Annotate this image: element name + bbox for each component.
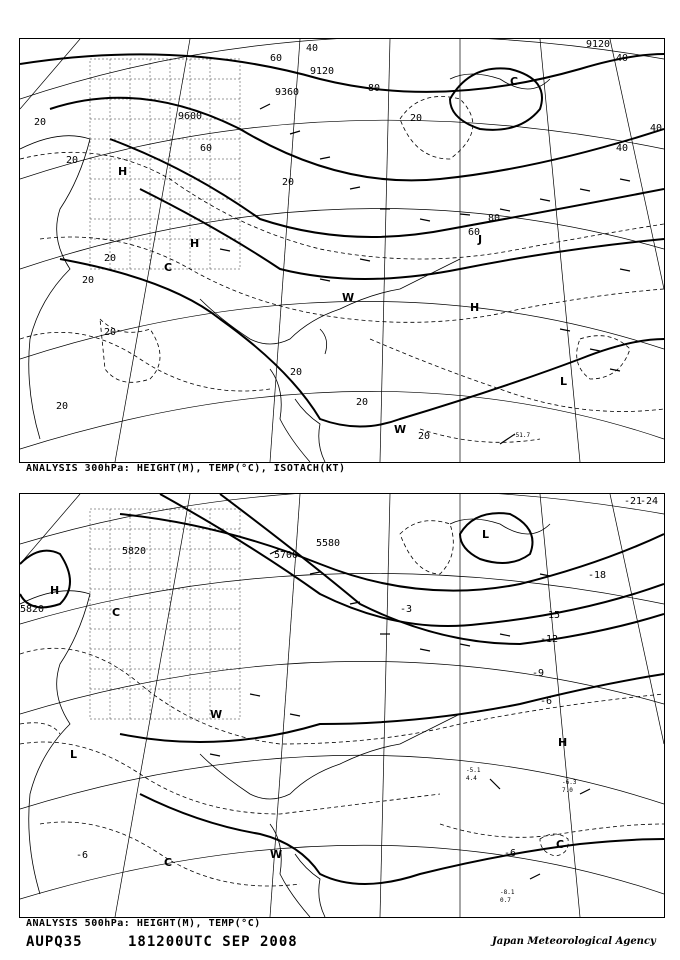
- isotach-label: 60: [270, 53, 283, 64]
- isotach-label: 20: [282, 177, 295, 188]
- pressure-center: H: [190, 237, 200, 250]
- isotach-label: 40: [616, 143, 629, 154]
- isotach-label: 20: [356, 397, 369, 408]
- valid-time: 181200UTC SEP 2008: [128, 934, 298, 950]
- pressure-center: L: [560, 375, 568, 388]
- pressure-center: C: [164, 856, 173, 869]
- grid-mask-300hpa: [90, 59, 240, 269]
- isotach-label: 20: [410, 113, 423, 124]
- temp-label: -6: [540, 696, 553, 707]
- station-value: 4.4: [466, 775, 477, 782]
- temp-label: -21: [624, 496, 643, 507]
- isotach-label: 20: [104, 327, 117, 338]
- isotach-label: 20: [418, 431, 431, 442]
- height-label: 9600: [178, 111, 203, 122]
- temp-label: -6: [504, 848, 517, 859]
- pressure-center: C: [556, 838, 565, 851]
- temp-label: -18: [588, 570, 607, 581]
- pressure-center: H: [118, 165, 128, 178]
- height-label: 5820: [20, 604, 45, 615]
- pressure-center: C: [112, 606, 121, 619]
- height-label: 5820: [122, 546, 147, 557]
- chart-300hpa: [19, 38, 665, 463]
- isotach-label: 20: [56, 401, 69, 412]
- station-value: -6.3: [562, 779, 577, 786]
- temp-label: -3: [400, 604, 413, 615]
- isotach-label: 20: [104, 253, 117, 264]
- height-label: 9120: [310, 66, 335, 77]
- isotach-label: 20: [66, 155, 79, 166]
- pressure-center: C: [510, 75, 519, 88]
- isotach-label: 20: [82, 275, 95, 286]
- pressure-center: J: [478, 233, 483, 246]
- isotach-label: 20: [290, 367, 303, 378]
- map-300hpa: [20, 39, 664, 462]
- chart-500hpa: [19, 493, 665, 918]
- station-value: 0.7: [500, 897, 511, 904]
- isotach-label: 80: [488, 213, 501, 224]
- pressure-center: L: [482, 528, 490, 541]
- station-value: 7.0: [562, 787, 573, 794]
- station-barbs-500hpa: [210, 549, 590, 879]
- height-label: 5580: [316, 538, 341, 549]
- height-label: 9360: [275, 87, 300, 98]
- temp-label: -12: [540, 634, 559, 645]
- station-value: -8.1: [500, 889, 515, 896]
- temp-label: -6: [76, 850, 89, 861]
- isotach-contours-300hpa: [20, 97, 664, 443]
- isotach-label: 80: [368, 83, 381, 94]
- height-label: 9120: [586, 39, 611, 50]
- pressure-center: H: [50, 584, 60, 597]
- height-label: 5700: [274, 550, 299, 561]
- pressure-center: C: [164, 261, 173, 274]
- pressure-center: W: [394, 423, 407, 436]
- pressure-center: W: [210, 708, 223, 721]
- height-contours-300hpa: [20, 54, 664, 427]
- temp-contours-500hpa: [20, 521, 664, 886]
- isotach-label: 60: [468, 227, 481, 238]
- pressure-center: W: [342, 291, 355, 304]
- pressure-center: H: [558, 736, 568, 749]
- isotach-label: 60: [200, 143, 213, 154]
- temp-label: -51.7: [512, 432, 531, 439]
- pressure-center: L: [70, 748, 78, 761]
- temp-label: -24: [640, 496, 659, 507]
- pressure-center: W: [270, 848, 283, 861]
- agency-name: Japan Meteorological Agency: [492, 936, 656, 947]
- caption-500hpa: ANALYSIS 500hPa: HEIGHT(M), TEMP(°C): [26, 918, 261, 929]
- isotach-label: 40: [306, 43, 319, 54]
- temp-label: -9: [532, 668, 545, 679]
- station-value: -5.1: [466, 767, 481, 774]
- isotach-label: 20: [34, 117, 47, 128]
- isotach-label: 40: [650, 123, 663, 134]
- product-code: AUPQ35: [26, 934, 83, 950]
- pressure-center: H: [470, 301, 480, 314]
- caption-300hpa: ANALYSIS 300hPa: HEIGHT(M), TEMP(°C), ISOTACH(KT): [26, 463, 346, 474]
- isotach-label: 40: [616, 53, 629, 64]
- map-500hpa: [20, 494, 664, 917]
- temp-label: -15: [542, 610, 561, 621]
